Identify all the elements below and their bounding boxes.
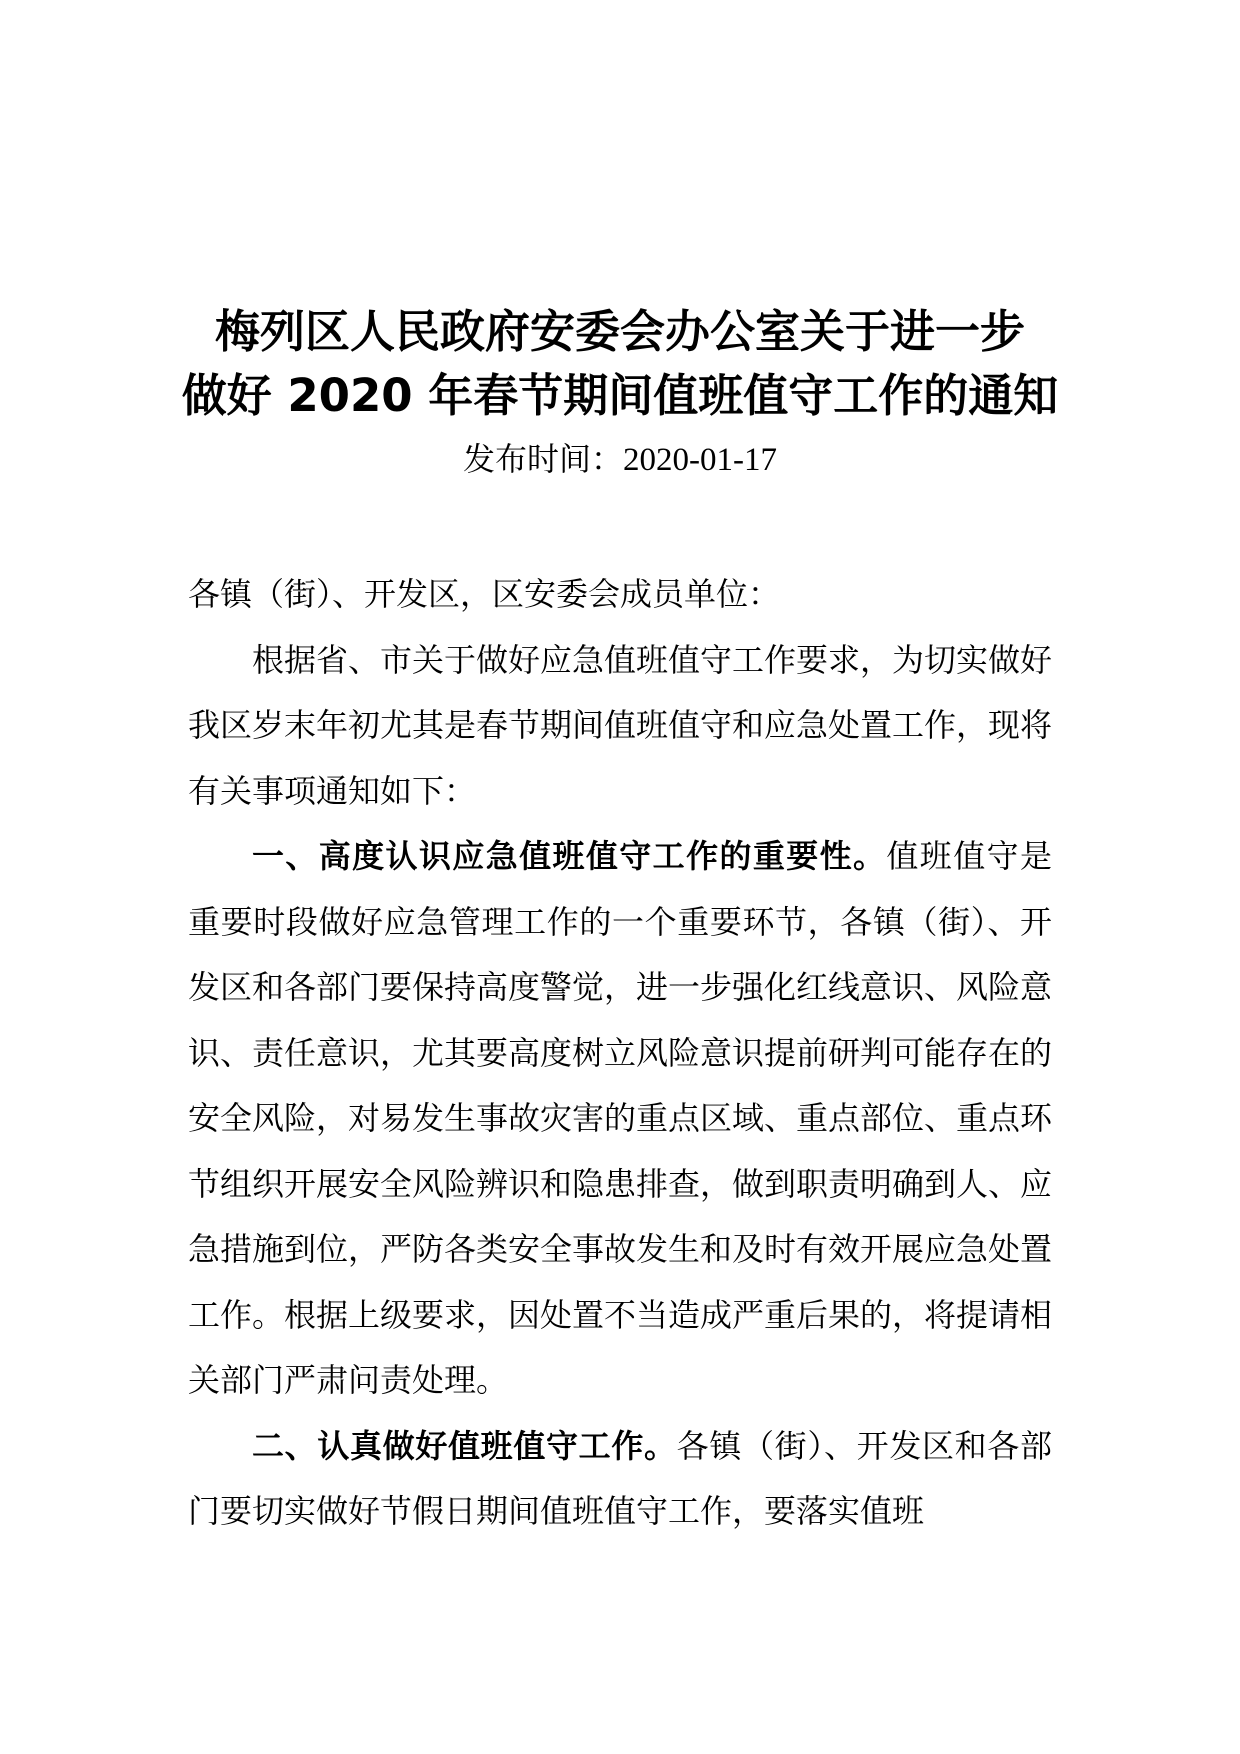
document-body [188,562,1052,1545]
section-2-paragraph [188,1414,1052,1545]
section-1-paragraph [188,824,1052,1414]
publish-date-label: 发布时间： [463,440,624,478]
section-2-text: 各镇（街）、开发区和各部门要切实做好节假日期间值班值守工作，要落实值班 [188,1426,1052,1530]
document-title-line-2: 做好 2020 年春节期间值班值守工作的通知 [181,369,1059,422]
publish-date [0,437,1240,482]
section-2-heading: 二、认真做好值班值守工作。 [252,1426,677,1465]
intro-paragraph: 根据省、市关于做好应急值班值守工作要求，为切实做好我区岁末年初尤其是春节期间值班值守和应急处置工作，现将有关事项通知如下： [188,640,1053,810]
section-1-heading: 一、高度认识应急值班值守工作的重要性。 [252,837,887,875]
section-1-text: 值班值守是重要时段做好应急管理工作的一个重要环节，各镇（街）、开发区和各部门要保持高度警觉，进一步强化红线意识、风险意识、责任意识，尤其要高度树立风险意识提前研判可能存在的安全风险，对易发生事故灾害的重点区域、重点部位、重点环节组织开展安全风险辨识和隐患排查，做到职责明确到人、应急措施到位，严防各类安全事故发生和及时有效开展应急处置工作。根据上级要求，因处置不当造成严重后果的，将提请相关部门严肃问责处理。 [188,837,1053,1399]
salutation: 各镇（街）、开发区，区安委会成员单位： [188,575,781,613]
publish-date-value: 2020-01-17 [623,442,777,478]
document-title-line-1: 梅列区人民政府安委会办公室关于进一步 [214,305,1025,358]
